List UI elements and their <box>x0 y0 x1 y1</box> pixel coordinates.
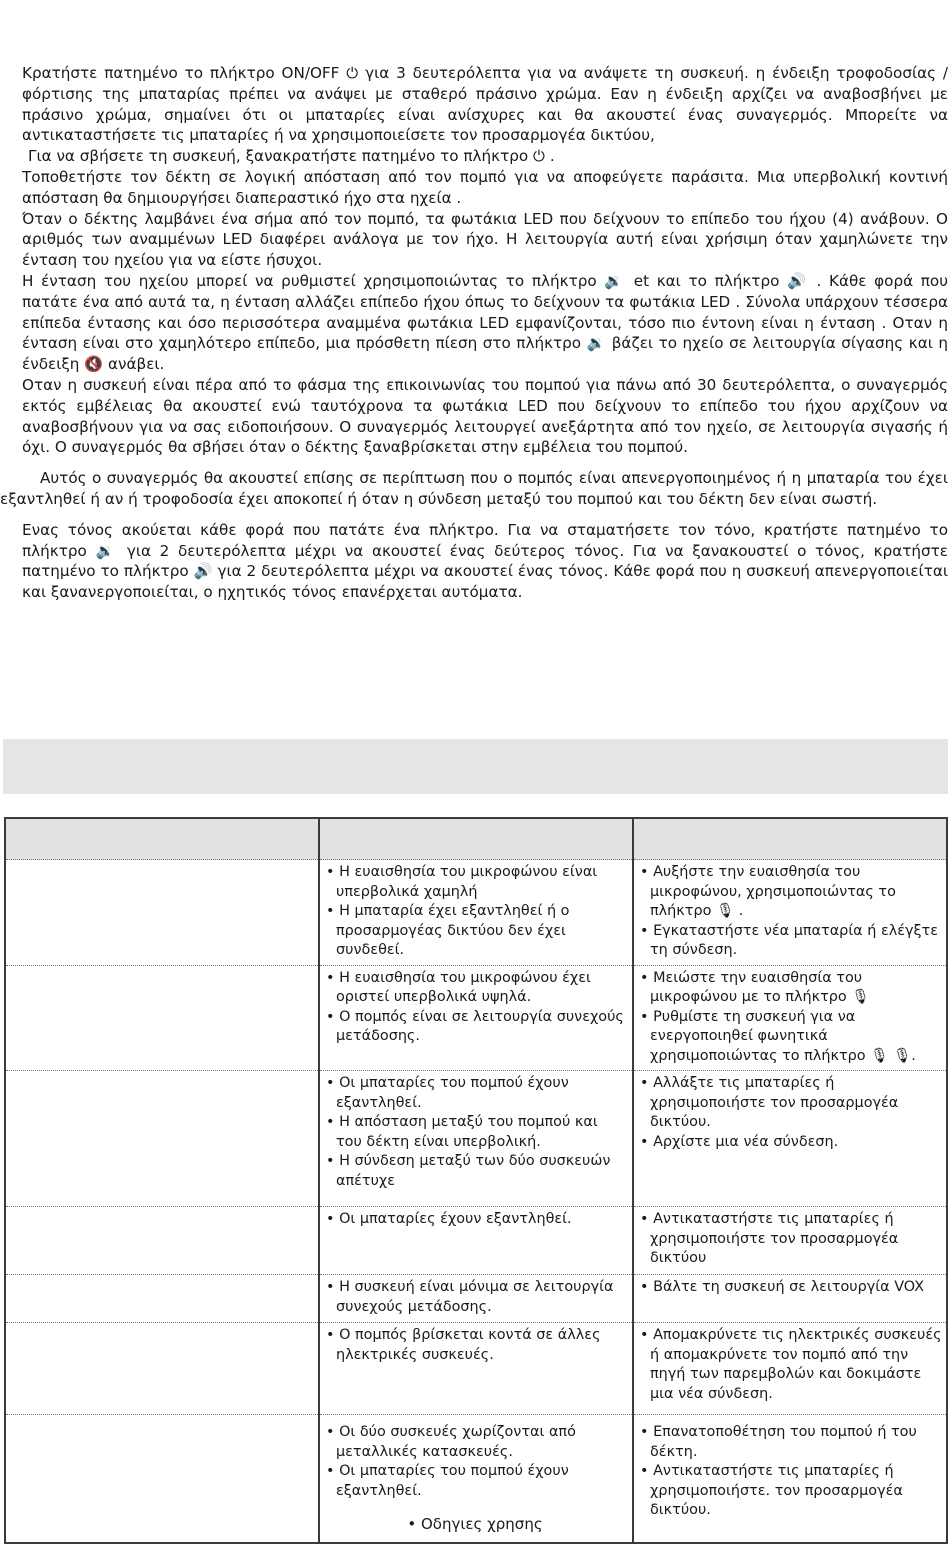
footer-title: • Οδηγιες χρησης <box>407 1515 543 1533</box>
paragraph-power-on: Κρατήστε πατημένο το πλήκτρο ON/OFF ⏻ για 3 δευτερόλεπτα για να ανάψετε τη συσκευή. η ένδειξη τροφοδοσίας / φόρτισης της μπαταρίας πρέπει να ανάψει με σταθερό πράσινο χρώμα. Εαν η ένδειξη αρχίζει να αναβοσβήνει με πράσινο χρώμα, σημαίνει ότι οι μπαταρίες είναι ανίσχυρες και θα ακουστεί ένας συναγερμός. Μπορείτε να αντικαταστήσετε τις μπαταρίες ή να χρησιμοποιείσετε τον προσαρμογέα δικτύου, <box>22 64 948 145</box>
cause-cell <box>319 965 633 1071</box>
paragraph-key-tone: Ενας τόνος ακούεται κάθε φορά που πατάτε ένα πλήκτρο. Για να σταματήσετε τον τόνο, κρατήστε πατημένο το πλήκτρο 🔉 για 2 δευτερόλεπτα μέχρι να ακουστεί ένας δεύτερος τόνος. Για να ξανακουστεί ο τόνος, κρατήστε πατημένο το πλήκτρο 🔊 για 2 δευτερόλεπτα μέχρι να ακουστεί ένας τόνος. Κάθε φορά που η συσκευή απενεργοποιείται και ξανανεργοποιείται, ο ηχητικός τόνος επανέρχεται αυτόματα. <box>22 520 948 602</box>
paragraph-out-of-range: Οταν η συσκευή είναι πέρα από το φάσμα της επικοινωνίας του πομπού για πάνω από 30 δευτερόλεπτα, ο συναγερμός εκτός εμβέλειας θα ακουστεί ενώ ταυτόχρονα τα φωτάκια LED που δείχνουν το επίπεδο του ήχου αρχίζουν να αναβοσβήνουν για να σας ειδοποιήσουν. Ο συναγερμός λειτουργεί ανεξάρτητα από τον ηχείο, σε λειτουργία σιγασής ή όχι. Ο συναγερμός θα σβήσει όταν ο δέκτης ξαναβρίσκεται στην εμβέλεια του πομπού. <box>22 375 948 457</box>
solution-item: • Αντικαταστήστε τις μπαταρίες ή χρησιμοποιήστε. τον προσαρμογέα δικτύου. <box>640 1463 903 1518</box>
instructions-text <box>0 63 948 603</box>
paragraph-volume: Η ένταση του ηχείου μπορεί να ρυθμιστεί χρησιμοποιώντας το πλήκτρο 🔉 et και το πλήκτρο 🔊 . Κάθε φορά που πατάτε ένα από αυτά τα, η ένταση αλλάζει επίπεδο ήχου όπως το δείχνουν τα φωτάκια LED . Σύνολα υπάρχουν τέσσερα επίπεδα έντασης και όσο περισσότερα αναμμένα φωτάκια LED εμφανίζονται, τόσο πιο έντονη είναι η ένταση . Οταν η ένταση είναι στο χαμηλότερο επίπεδο, μια πρόσθετη πίεση στο πλήκτρο 🔉 βάζει το ηχείο σε λειτουργία σίγασης και η ένδειξη 🔇 ανάβει. <box>22 271 948 374</box>
problem-cell <box>5 1323 319 1415</box>
table-row <box>5 1207 947 1275</box>
problem-cell <box>5 1275 319 1323</box>
solution-item: • Αλλάξτε τις μπαταρίες ή χρησιμοποιήστε τον προσαρμογέα δικτύου. <box>640 1075 899 1130</box>
header-cause <box>319 818 633 860</box>
solution-item: • Αυξήστε την ευαισθησία του μικροφώνου, χρησιμοποιώντας το πλήκτρο 🎙 . <box>640 864 896 919</box>
solution-item: • Ρυθμίστε τη συσκευή για να ενεργοποιηθεί φωνητικά χρησιμοποιώντας το πλήκτρο 🎙 🎙. <box>640 1008 916 1064</box>
section-header-bar <box>3 739 948 794</box>
solution-item: • Μειώστε την ευαισθησία του μικροφώνου με το πλήκτρο 🎙 <box>640 969 870 1005</box>
cause-cell <box>319 1071 633 1207</box>
header-solution <box>633 818 947 860</box>
problem-cell <box>5 1207 319 1275</box>
problem-cell <box>5 965 319 1071</box>
solution-cell <box>633 965 947 1071</box>
table-row <box>5 860 947 966</box>
header-problem <box>5 818 319 860</box>
solution-item: • Επανατοποθέτηση του πομπού ή του δέκτη. <box>640 1424 917 1460</box>
solution-item: • Εγκαταστήστε νέα μπαταρία ή ελέγξτε τη σύνδεση. <box>640 922 938 958</box>
table-header-row <box>5 818 947 860</box>
solution-item: • Αντικαταστήστε τις μπαταρίες ή χρησιμοποιήστε τον προσαρμογέα δικτύου <box>640 1211 899 1266</box>
table-row <box>5 1323 947 1415</box>
solution-cell <box>633 1275 947 1323</box>
problem-cell <box>5 860 319 966</box>
cause-item: • Οι δύο συσκευές χωρίζονται από μεταλλικές κατασκευές. <box>326 1424 576 1460</box>
troubleshooting-table <box>4 817 948 1544</box>
paragraph-led-levels: Όταν ο δέκτης λαμβάνει ένα σήμα από τον πομπό, τα φωτάκια LED που δείχνουν το επίπεδο του ήχου (4) ανάβουν. Ο αριθμός των αναμμένων LED διαφέρει ανάλογα με τον ήχο. Η λειτουργία αυτή είναι χρήσιμη όταν χαμηλώνετε την ένταση του ηχείου για να είστε ήσυχοι. <box>22 209 948 270</box>
cause-item: • Ο πομπός βρίσκεται κοντά σε άλλες ηλεκτρικές συσκευές. <box>326 1327 601 1363</box>
cause-item: • Η σύνδεση μεταξύ των δύο συσκευών απέτυχε <box>326 1153 611 1189</box>
solution-cell <box>633 860 947 966</box>
cause-item: • Η απόσταση μεταξύ του πομπού και του δέκτη είναι υπερβολική. <box>326 1114 598 1150</box>
solution-item: • Βάλτε τη συσκευή σε λειτουργία VOX <box>640 1279 925 1295</box>
solution-item: • Αρχίστε μια νέα σύνδεση. <box>640 1133 839 1150</box>
problem-cell <box>5 1071 319 1207</box>
solution-cell <box>633 1207 947 1275</box>
cause-item: • Η ευαισθησία του μικροφώνου είναι υπερβολικά χαμηλή <box>326 864 598 900</box>
cause-item: • Ο πομπός είναι σε λειτουργία συνεχούς μετάδοσης. <box>326 1008 624 1044</box>
paragraph-placement: Τοποθετήστε τον δέκτη σε λογική απόσταση από τον πομπό για να αποφεύγετε παράσιτα. Μια υπερβολική κοντινή απόσταση θα δημιουργήσει διαπεραστικό ήχο στα ηχεία . <box>22 167 948 207</box>
cause-item: • Η συσκευή είναι μόνιμα σε λειτουργία συνεχούς μετάδοσης. <box>326 1279 614 1315</box>
cause-item: • Οι μπαταρίες έχουν εξαντληθεί. <box>326 1211 572 1227</box>
paragraph-alarm-cases: Αυτός ο συναγερμός θα ακουστεί επίσης σε περίπτωση που ο πομπός είναι απενεργοποιημένος ή η μπαταρία του έχει εξαντληθεί ή αν ή τροφοδοσία έχει αποκοπεί ή όταν η σύνδεση μεταξύ του πομπού και του δέκτη δεν είναι σωστή. <box>0 469 948 508</box>
cause-item: • Η μπαταρία έχει εξαντληθεί ή ο προσαρμογέας δικτύου δεν έχει συνδεθεί. <box>326 903 570 958</box>
solution-cell <box>633 1323 947 1415</box>
cause-cell <box>319 1207 633 1275</box>
table-row <box>5 965 947 1071</box>
cause-item: • Η ευαισθησία του μικροφώνου έχει οριστεί υπερβολικά υψηλά. <box>326 969 591 1005</box>
solution-item: • Απομακρύνετε τις ηλεκτρικές συσκευές ή απομακρύνετε τον πομπό από την πηγή των παρεμβολών και δοκιμάστε μια νέα σύνδεση. <box>640 1327 942 1402</box>
cause-item: • Οι μπαταρίες του πομπού έχουν εξαντληθεί. <box>326 1075 569 1111</box>
cause-item: • Οι μπαταρίες του πομπού έχουν εξαντληθεί. <box>326 1463 569 1499</box>
table-row <box>5 1071 947 1207</box>
solution-cell <box>633 1071 947 1207</box>
cause-cell <box>319 860 633 966</box>
table-row <box>5 1275 947 1323</box>
cause-cell <box>319 1275 633 1323</box>
paragraph-power-off: Για να σβήσετε τη συσκευή, ξανακρατήστε πατημένο το πλήκτρο ⏻ . <box>28 147 555 166</box>
cause-cell <box>319 1323 633 1415</box>
